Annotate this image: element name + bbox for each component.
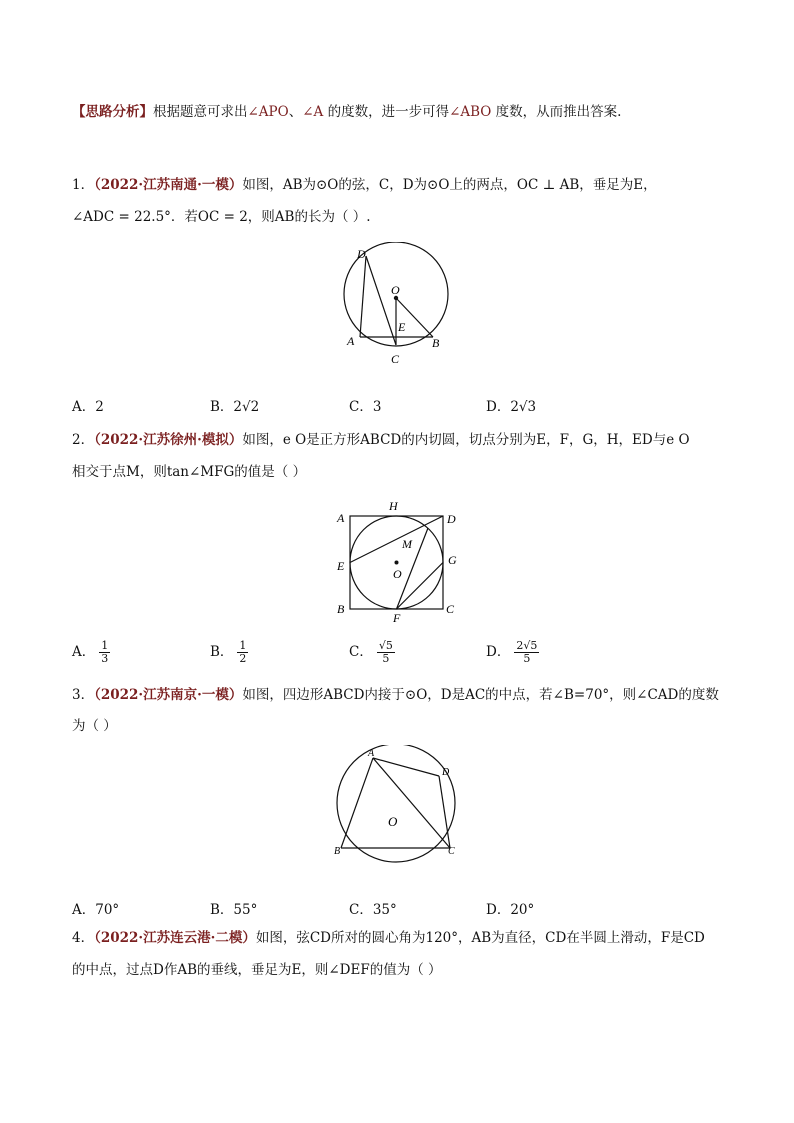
q2-option-d-label: D．: [486, 644, 511, 660]
fraction-numerator: 2√5: [516, 639, 538, 652]
question-3-number: 3．: [72, 687, 95, 703]
question-4-line-1: [72, 928, 705, 948]
label-f: F: [393, 611, 401, 625]
q1-option-b[interactable]: [210, 395, 259, 415]
label-h: H: [389, 499, 398, 513]
q1-option-a-label: A．: [72, 399, 96, 415]
q2-option-c[interactable]: [349, 640, 395, 665]
q3-option-d[interactable]: [486, 898, 534, 918]
label-a: A: [368, 748, 375, 759]
fraction-denominator: 3: [101, 652, 109, 665]
analysis-tag: 【思路分析】: [72, 104, 153, 120]
analysis-text-2: 的度数，进一步可得: [323, 104, 450, 120]
fraction-denominator: 5: [523, 652, 531, 665]
label-c: C: [391, 352, 400, 366]
q2-option-b-label: B．: [210, 644, 234, 660]
segment-dc: [366, 256, 396, 345]
label-d: D: [447, 512, 456, 526]
question-2-source: （2022·江苏徐州·模拟）: [94, 432, 243, 448]
q3-option-b[interactable]: [210, 898, 257, 918]
analysis-text-3: 度数，从而推出答案.: [491, 104, 622, 120]
question-1-number: 1．: [72, 177, 95, 193]
segment-da: [360, 256, 366, 337]
label-b: B: [334, 846, 341, 857]
center-dot: [395, 561, 399, 565]
question-2-line-1: [72, 430, 690, 450]
question-3-text-1: 如图，四边形ABCD内接于⊙O，D是AC的中点，若∠B=70°，则∠CAD的度数: [242, 687, 719, 703]
q2-option-d[interactable]: [486, 640, 539, 665]
q2-option-c-label: C．: [349, 644, 373, 660]
fraction-numerator: 1: [101, 639, 109, 652]
q2-option-b[interactable]: [210, 640, 248, 665]
fraction-denominator: 2: [239, 652, 247, 665]
q1-option-d-value: 2√3: [510, 399, 537, 415]
q2-option-a-label: A．: [72, 644, 96, 660]
segment-ac: [373, 758, 450, 848]
q2-option-b-fraction: [237, 640, 248, 665]
q2-option-d-fraction: [514, 640, 539, 665]
fraction-numerator: 1: [239, 639, 247, 652]
q3-option-c[interactable]: [349, 898, 397, 918]
question-2-figure: [330, 495, 465, 625]
question-4-text-1: 如图，弦CD所对的圆心角为120°，AB为直径，CD在半圆上滑动，F是CD: [255, 930, 705, 946]
segment-ad: [373, 758, 439, 776]
q1-option-b-label: B．: [210, 399, 234, 415]
question-4-number: 4．: [72, 930, 95, 946]
question-2-line-2: 相交于点M，则tan∠MFG的值是（ ）: [72, 464, 307, 480]
q1-option-d-label: D．: [486, 399, 511, 415]
label-e: E: [398, 320, 406, 334]
q1-option-b-value: 2√2: [233, 399, 260, 415]
label-o: O: [393, 567, 402, 581]
q1-option-c-label: C．: [349, 399, 373, 415]
label-d: D: [357, 247, 366, 261]
fraction-denominator: 5: [382, 652, 390, 665]
q3-option-a[interactable]: [72, 898, 119, 918]
label-o: O: [391, 283, 400, 297]
label-b: B: [432, 336, 440, 350]
segment-fg: [397, 563, 444, 610]
label-c: C: [446, 602, 455, 616]
label-a: A: [337, 511, 345, 525]
q1-option-a-value: 2: [95, 399, 104, 415]
q2-option-c-fraction: [377, 640, 395, 665]
question-3-source: （2022·江苏南京·一模）: [94, 687, 243, 703]
label-c: C: [448, 846, 455, 857]
label-b: B: [337, 602, 345, 616]
question-4-line-2: 的中点，过点D作AB的垂线，垂足为E，则∠DEF的值为（ ）: [72, 962, 442, 978]
question-3-line-1: [72, 685, 719, 705]
question-1-line-1: [72, 175, 657, 195]
question-2-number: 2．: [72, 432, 95, 448]
analysis-angle-abo: ∠ABO: [449, 104, 492, 120]
label-g: G: [448, 553, 457, 567]
question-1-source: （2022·江苏南通·一模）: [94, 177, 243, 193]
q1-option-c-value: 3: [372, 399, 382, 415]
question-3-figure: [330, 745, 465, 863]
segment-ed: [350, 516, 443, 563]
label-o: O: [388, 814, 398, 829]
q3-option-c-value: 35°: [372, 902, 397, 918]
fraction-numerator: √5: [378, 639, 393, 652]
q1-option-a[interactable]: [72, 395, 104, 415]
analysis-angle-a: ∠A: [302, 104, 324, 120]
q2-option-a-fraction: [99, 640, 110, 665]
label-m: M: [402, 537, 412, 551]
q3-option-d-label: D．: [486, 902, 511, 918]
circle-o: [337, 745, 455, 862]
question-4-source: （2022·江苏连云港·二模）: [94, 930, 256, 946]
label-d: D: [442, 767, 450, 778]
q3-option-b-value: 55°: [233, 902, 258, 918]
analysis-line: [72, 102, 621, 122]
q3-option-a-value: 70°: [95, 902, 120, 918]
question-1-figure: [330, 242, 470, 370]
label-e: E: [337, 559, 345, 573]
analysis-separator: 、: [288, 104, 303, 120]
q2-option-a[interactable]: [72, 640, 110, 665]
q3-option-c-label: C．: [349, 902, 373, 918]
q1-option-d[interactable]: [486, 395, 536, 415]
q3-option-d-value: 20°: [510, 902, 535, 918]
question-2-text-1: 如图，e O是正方形ABCD的内切圆，切点分别为E，F，G，H，ED与e O: [242, 432, 690, 448]
q1-option-c[interactable]: [349, 395, 381, 415]
q3-option-b-label: B．: [210, 902, 234, 918]
label-a: A: [347, 334, 355, 348]
question-1-line-2: ∠ADC = 22.5°．若OC = 2，则AB的长为（ ）.: [72, 209, 371, 225]
analysis-text-1: 根据题意可求出: [153, 104, 248, 120]
analysis-angle-apo: ∠APO: [247, 104, 289, 120]
question-3-line-2: 为（ ）: [72, 718, 117, 734]
q3-option-a-label: A．: [72, 902, 96, 918]
question-1-text-1: 如图，AB为⊙O的弦，C，D为⊙O上的两点，OC ⊥ AB，垂足为E，: [242, 177, 657, 193]
